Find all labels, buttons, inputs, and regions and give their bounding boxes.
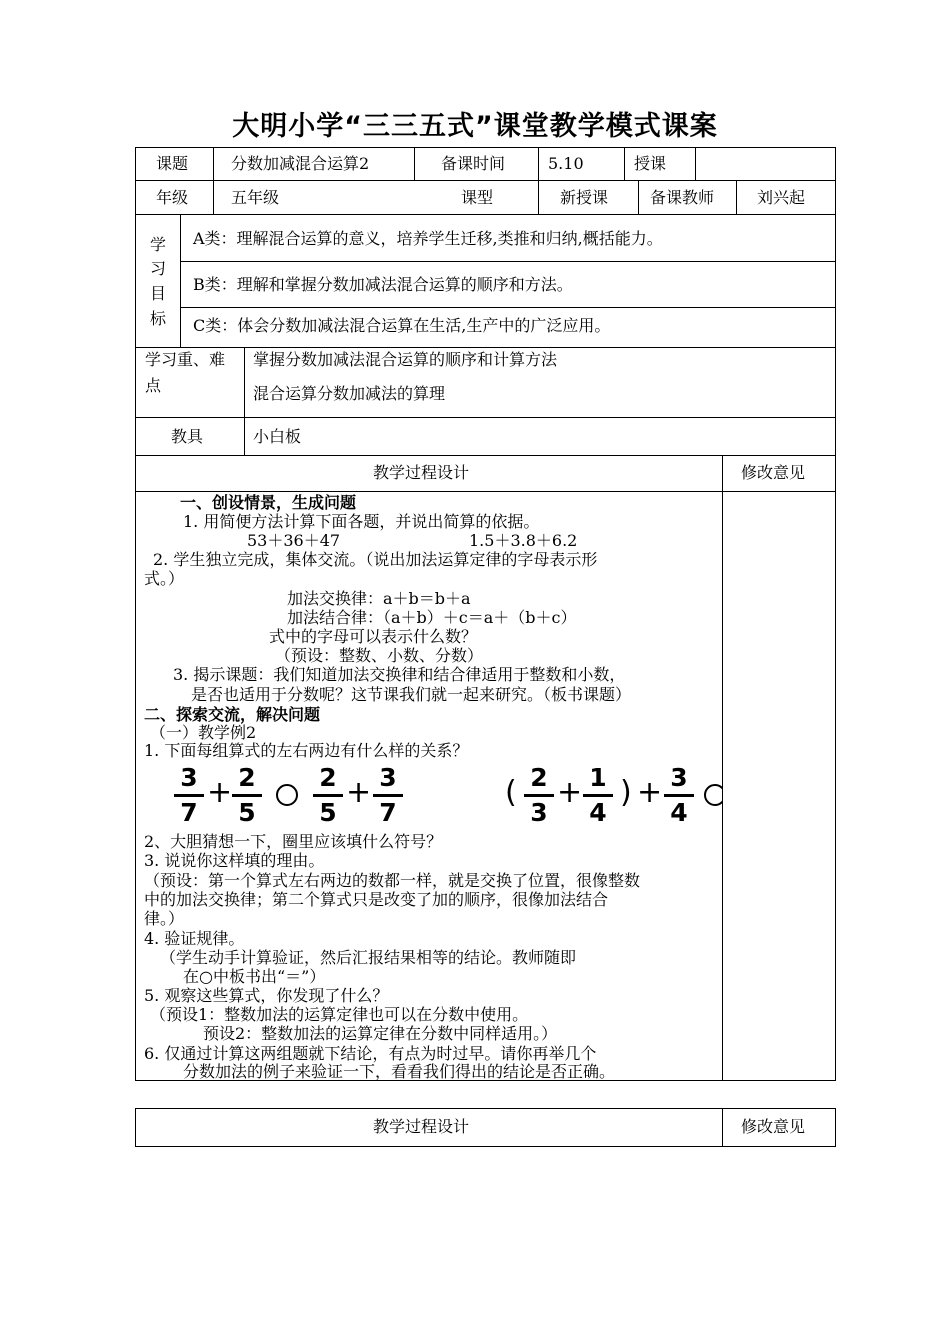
left-paren: ( [505,775,517,810]
goals-label-char: 目 [150,284,167,303]
process-line: 5. 观察这些算式，你发现了什么？ [144,986,389,1005]
goals-label-char: 习 [150,259,167,278]
process-line: 预设2：整数加法的运算定律在分数中同样适用。） [203,1024,558,1043]
plus-sign: + [346,775,372,810]
process-line: 4. 验证规律。 [144,929,245,948]
process-line: 1.5＋3.8＋6.2 [469,531,578,550]
fraction: 1 4 [581,764,615,827]
fraction: 3 7 [172,764,206,827]
process-line: 3. 说说你这样填的理由。 [144,851,325,870]
process-line: 是否也适用于分数呢？这节课我们就一起来研究。（板书课题） [191,685,632,704]
plus-sign: + [557,775,583,810]
topic-label: 课题 [156,154,189,173]
fraction: 2 3 [522,764,556,827]
fraction: 3 7 [371,764,405,827]
process-line: 2. 学生独立完成，集体交流。（说出加法运算定律的字母表示形 [153,550,598,569]
process-line: （预设：整数、小数、分数） [275,646,484,665]
process-line: （学生动手计算验证，然后汇报结果相等的结论。教师随即 [160,948,577,967]
process-line: 式。） [144,569,185,588]
tools-value: 小白板 [253,427,302,446]
goals-label-char: 学 [150,235,167,254]
right-paren: ) [620,775,632,810]
plus-sign: + [207,775,233,810]
plus-sign: + [637,775,663,810]
process-line: （预设1：整数加法的运算定律也可以在分数中使用。 [150,1005,529,1024]
key-points-label: 学习重、难 [145,350,226,369]
grade-value: 五年级 [231,188,280,207]
process-line: 加法结合律：（a＋b）＋c＝a＋（b＋c） [287,608,577,627]
key-point-2: 混合运算分数加减法的算理 [253,384,446,403]
process-line: 6. 仅通过计算这两组题就下结论，有点为时过早。请你再举几个 [144,1044,597,1063]
process-line: 分数加法的例子来验证一下，看看我们得出的结论是否正确。 [183,1062,616,1081]
process-revise-header: 修改意见 [741,463,806,482]
fraction: 2 5 [311,764,345,827]
topic-value: 分数加减混合运算2 [231,154,370,173]
goals-label-char: 标 [150,309,167,328]
prep-time-label: 备课时间 [441,154,506,173]
type-value: 新授课 [560,188,609,207]
teacher-label: 备课教师 [650,188,715,207]
section-1-title: 一、创设情景，生成问题 [180,493,357,512]
section-2-title: 二、探索交流，解决问题 [144,705,321,724]
comparison-circle [704,784,722,806]
goal-b: B类：理解和掌握分数加减法混合运算的顺序和方法。 [193,275,573,294]
process-line: 律。） [144,909,185,928]
process-line: 53＋36＋47 [247,531,341,550]
footer-design-header: 教学过程设计 [373,1117,470,1136]
process-line: 式中的字母可以表示什么数？ [269,627,478,646]
process-line: （一）教学例2 [150,723,257,742]
goal-c: C类：体会分数加减法混合运算在生活,生产中的广泛应用。 [193,316,611,335]
process-line: 中的加法交换律；第二个算式只是改变了加的顺序，很像加法结合 [144,890,609,909]
type-label: 课型 [461,188,494,207]
prep-time-value: 5.10 [548,154,584,173]
process-line: 加法交换律：a＋b＝b＋a [287,589,471,608]
process-line: 1. 下面每组算式的左右两边有什么样的关系？ [144,741,469,760]
comparison-circle [276,784,298,806]
page-title: 大明小学“三三五式”课堂教学模式课案 [232,111,718,142]
key-point-1: 掌握分数加减法混合运算的顺序和计算方法 [253,350,558,369]
footer-revise-header: 修改意见 [741,1117,806,1136]
process-line: （预设：第一个算式左右两边的数都一样，就是交换了位置，很像整数 [144,871,641,890]
fraction: 3 4 [662,764,696,827]
fraction: 2 5 [230,764,264,827]
teacher-value: 刘兴起 [757,188,806,207]
process-design-header: 教学过程设计 [373,463,470,482]
process-line: 在○中板书出“＝”） [183,967,326,986]
process-line: 3. 揭示课题：我们知道加法交换律和结合律适用于整数和小数， [173,665,626,684]
process-line: 1. 用简便方法计算下面各题，并说出简算的依据。 [183,512,540,531]
goal-a: A类：理解混合运算的意义，培养学生迁移,类推和归纳,概括能力。 [193,229,663,248]
tools-label: 教具 [171,427,204,446]
process-line: 2、大胆猜想一下，圈里应该填什么符号？ [144,832,443,851]
teach-label: 授课 [634,154,667,173]
key-points-label-cont: 点 [145,376,162,395]
grade-label: 年级 [156,188,189,207]
